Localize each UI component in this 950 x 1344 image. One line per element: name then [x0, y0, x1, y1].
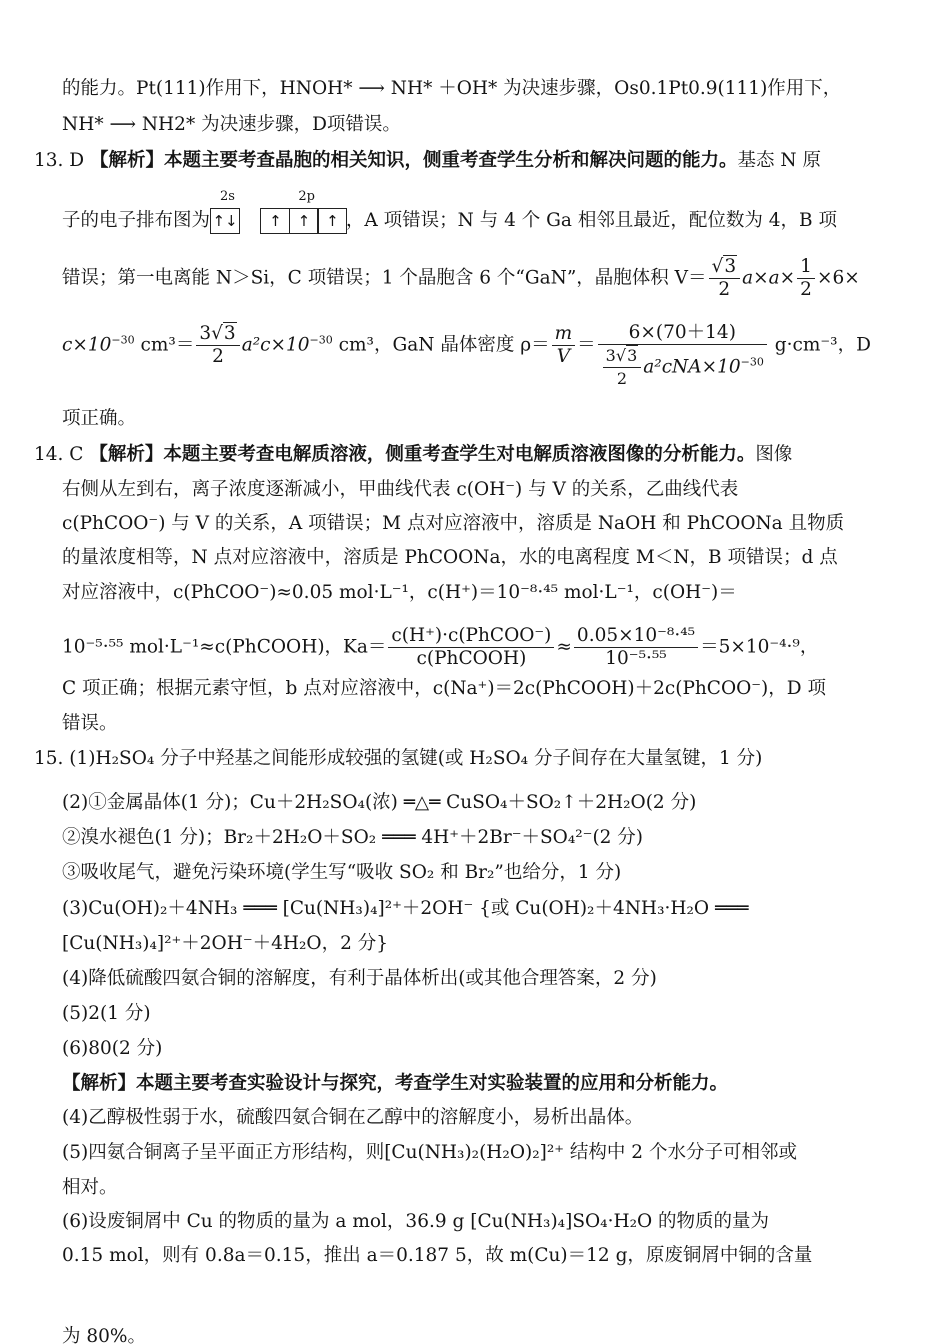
- q13-number: 13. D: [34, 150, 85, 171]
- q13-line-1: [34, 148, 821, 174]
- q13-line3-pre: 错误；第一电离能 N＞Si，C 项错误；1 个晶胞含 6 个“GaN”，晶胞体积 V＝: [62, 267, 707, 289]
- orbital-2s: [210, 189, 239, 234]
- q15-analysis-4: (4)乙醇极性弱于水，硫酸四氨合铜在乙醇中的溶解度小，易析出晶体。: [62, 1107, 644, 1128]
- q13-line2-pre: 子的电子排布图为: [62, 210, 211, 231]
- exp-neg30-2: −30: [309, 333, 333, 347]
- approx-sign: ≈: [556, 636, 572, 658]
- q14-line-3: c(PhCOO⁻) 与 V 的关系，A 项错误；M 点对应溶液中，溶质是 NaOH 和 PhCOONa 且物质: [62, 513, 845, 534]
- q15-line-6: [Cu(NH₃)₄]²⁺＋2OH⁻＋4H₂O，2 分}: [62, 933, 389, 954]
- a-times-a: a×a×: [742, 267, 796, 289]
- q14-line1-tail: 图像: [755, 444, 793, 465]
- frac-ka-value: $\frac{\text{0.05×10⁻⁸·⁴⁵}}{\text{10⁻⁵·⁵⁵}}$: [574, 625, 698, 670]
- q14-ka-label: 10⁻⁵·⁵⁵ mol·L⁻¹≈c(PhCOOH)，Ka＝: [62, 636, 387, 658]
- q14-line-2: 右侧从左到右，离子浓度逐渐减小，甲曲线代表 c(OH⁻) 与 V 的关系，乙曲线代表: [62, 479, 739, 500]
- q15-line-4: ③吸收尾气，避免污染环境(学生写“吸收 SO₂ 和 Br₂”也给分，1 分): [62, 862, 622, 883]
- q14-line-1: [34, 442, 792, 468]
- orbital-2s-box: ↑↓: [210, 208, 240, 234]
- orbital-2p-box-2: ↑: [289, 208, 319, 234]
- q13-line1-tail: 基态 N 原: [737, 150, 821, 171]
- q15-analysis-head: 【解析】本题主要考查实验设计与探究，考查学生对实验装置的应用和分析能力。: [62, 1073, 729, 1094]
- orbital-2p: [260, 189, 346, 234]
- orbital-2p-label: 2p: [298, 189, 315, 204]
- orbital-2p-box-1: ↑: [260, 208, 290, 234]
- q13-line-5: 项正确。: [62, 408, 137, 429]
- ka-result: ＝5×10⁻⁴·⁹，: [700, 636, 819, 658]
- a2c-times-ten: a²c×10: [241, 334, 310, 356]
- exp-neg30: −30: [111, 333, 135, 347]
- q14-number: 14. C: [34, 444, 84, 465]
- frac-1-over-2: $\frac{1}{2}$: [797, 256, 815, 301]
- frac-density: 6×(70＋14) $\frac{3√3}{2}$ $a^2cNA\times 10^{-30}$: [598, 322, 767, 390]
- q15-line-2: (2)①金属晶体(1 分)；Cu＋2H₂SO₄(浓) ═△═ CuSO₄＋SO₂↑＋2H₂O(2 分): [62, 792, 697, 813]
- q15-line-5: (3)Cu(OH)₂＋4NH₃ ═══ [Cu(NH₃)₄]²⁺＋2OH⁻ {或 Cu(OH)₂＋4NH₃·H₂O ═══: [62, 898, 749, 919]
- q15-line-1: 15. (1)H₂SO₄ 分子中羟基之间能形成较强的氢键(或 H₂SO₄ 分子间存在大量氢键，1 分): [34, 748, 763, 769]
- frac-m-over-V: $\frac{m}{V}$: [552, 323, 576, 368]
- q15-line-3: ②溴水褪色(1 分)；Br₂＋2H₂O＋SO₂ ═══ 4H⁺＋2Br⁻＋SO₄²⁻(2 分): [62, 827, 644, 848]
- frac-ka: $\frac{\text{c(H⁺)·c(PhCOO⁻)}}{\text{c(PhCOOH)}}$: [388, 625, 554, 670]
- cm3-equals: cm³＝: [134, 334, 195, 356]
- q13-analysis-head: 【解析】本题主要考查晶胞的相关知识，侧重考查学生分析和解决问题的能力。: [90, 150, 738, 171]
- q13-line2-post: ，A 项错误；N 与 4 个 Ga 相邻且最近，配位数为 4，B 项: [345, 210, 837, 231]
- q13-line-3: [62, 256, 860, 301]
- q15-analysis-6-line1: (6)设废铜屑中 Cu 的物质的量为 a mol，36.9 g [Cu(NH₃)₄]SO₄·H₂O 的物质的量为: [62, 1211, 770, 1232]
- q13-line-4: $c\times 10^{-30}$ cm³＝ $\frac{3√3}{2}$ $a^2c\times 10^{-30}$ cm³，GaN 晶体密度 ρ＝ $\frac{m}{V}$ ＝ 6×(70＋14) $\frac{3√3}{2}$ $a^2cNA\times 10^{-30}$ g·cm⁻³，D: [62, 322, 871, 388]
- q14-line-6: [62, 625, 818, 670]
- density-unit: g·cm⁻³，D: [768, 334, 871, 356]
- intro-line-1: 的能力。Pt(111)作用下，HNOH* ⟶ NH* ＋OH* 为决速步骤，Os0.1Pt0.9(111)作用下，: [62, 78, 842, 99]
- q15-analysis-5-line2: 相对。: [62, 1177, 118, 1198]
- q15-line-9: (6)80(2 分): [62, 1038, 163, 1059]
- q14-line-4: 的量浓度相等，N 点对应溶液中，溶质是 PhCOONa，水的电离程度 M＜N，B 项错误；d 点: [62, 547, 838, 568]
- q13-line-2: [62, 189, 837, 234]
- frac-3sqrt3-over-2: $\frac{3√3}{2}$: [196, 323, 239, 368]
- intro-line-2: NH* ⟶ NH2* 为决速步骤，D项错误。: [62, 114, 401, 135]
- q15-analysis-6-line3-cut: 为 80%。: [62, 1326, 146, 1344]
- frac-sqrt3-over-2: $\frac{√3}{2}$: [709, 256, 741, 301]
- q13-density-label: cm³，GaN 晶体密度 ρ＝: [332, 334, 550, 356]
- q14-line-7: C 项正确；根据元素守恒，b 点对应溶液中，c(Na⁺)＝2c(PhCOOH)＋2c(PhCOO⁻)，D 项: [62, 678, 826, 699]
- times-six: ×6×: [816, 267, 860, 289]
- q15-analysis-5-line1: (5)四氨合铜离子呈平面正方形结构，则[Cu(NH₃)₂(H₂O)₂]²⁺ 结构中 2 个水分子可相邻或: [62, 1142, 797, 1163]
- c-times-ten: c×10: [62, 334, 112, 356]
- q14-analysis-head: 【解析】本题主要考查电解质溶液，侧重考查学生对电解质溶液图像的分析能力。: [89, 444, 756, 465]
- orbital-2s-label: 2s: [220, 189, 235, 204]
- q15-analysis-6-line2: 0.15 mol，则有 0.8a＝0.15，推出 a＝0.187 5，故 m(Cu)＝12 g，原废铜屑中铜的含量: [62, 1245, 813, 1266]
- q15-line-8: (5)2(1 分): [62, 1003, 151, 1024]
- q14-line-8: 错误。: [62, 713, 118, 734]
- q15-line-7: (4)降低硫酸四氨合铜的溶解度，有利于晶体析出(或其他合理答案，2 分): [62, 968, 657, 989]
- orbital-2p-box-3: ↑: [317, 208, 347, 234]
- q14-line-5: 对应溶液中，c(PhCOO⁻)≈0.05 mol·L⁻¹，c(H⁺)＝10⁻⁸·⁴⁵ mol·L⁻¹，c(OH⁻)＝: [62, 582, 737, 603]
